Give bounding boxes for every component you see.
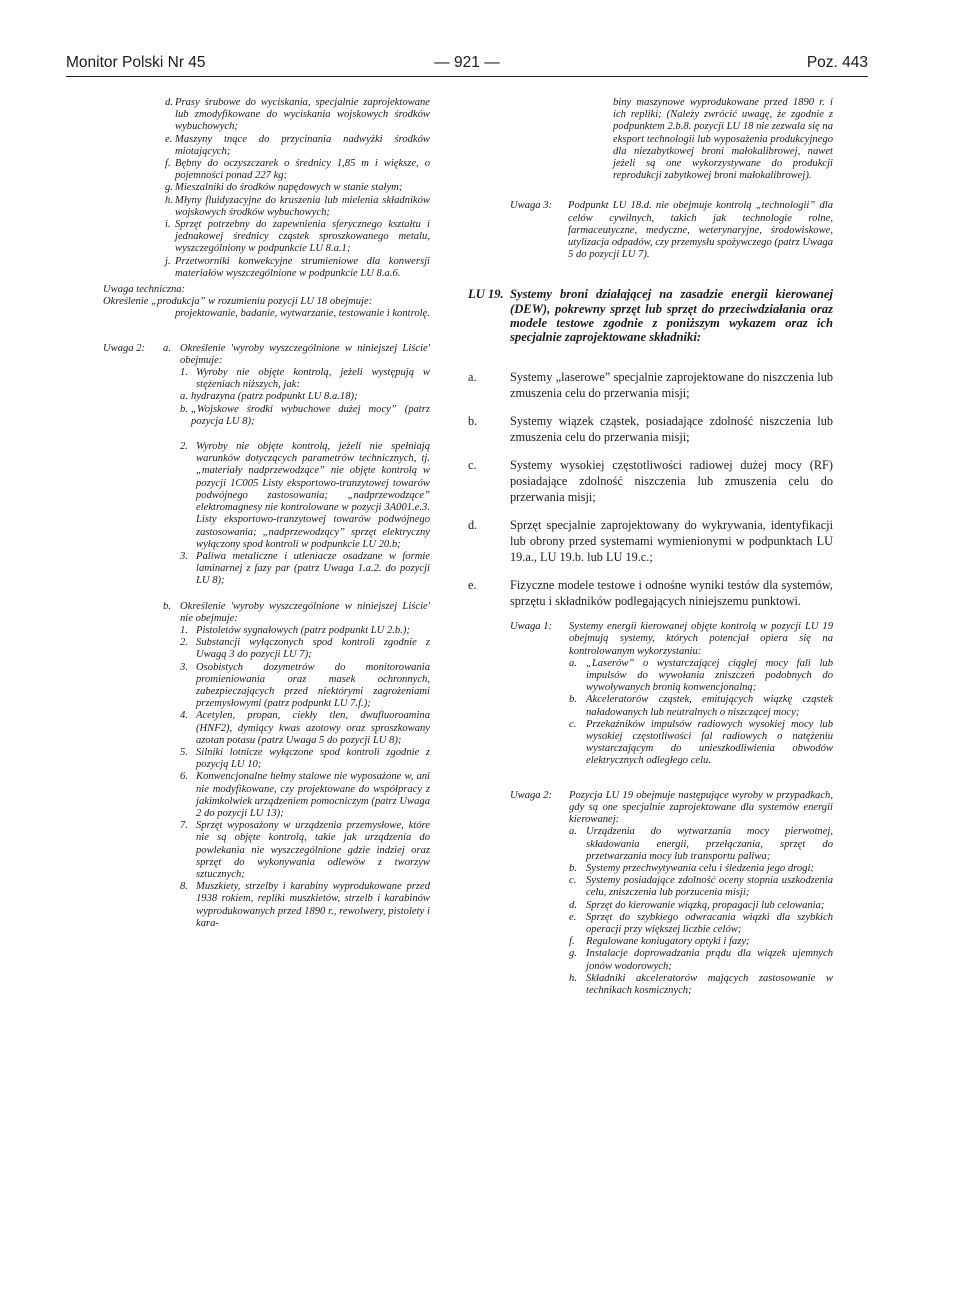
uwaga-3-label: Uwaga 3: bbox=[510, 200, 553, 212]
right-column bbox=[468, 97, 833, 997]
item-text: Silniki lotnicze wyłączone spod kontroli zgodnie z pozycją LU 10; bbox=[196, 746, 430, 771]
page-number: — 921 — bbox=[434, 54, 500, 71]
item-text: Określenie 'wyroby wyszczególnione w niniejszej Liście' nie obejmuje: bbox=[180, 600, 430, 624]
list-item bbox=[180, 662, 430, 711]
item-mark: 5. bbox=[180, 746, 188, 758]
item-text: Mieszalniki do środków napędowych w stanie stałym; bbox=[175, 182, 403, 194]
list-item bbox=[180, 391, 430, 403]
item-text: hydrazyna (patrz podpunkt LU 8.a.18); bbox=[191, 391, 358, 403]
item-mark: g. bbox=[165, 182, 173, 194]
list-item bbox=[468, 369, 833, 401]
item-text: Osobistych dozymetrów do monitorowania promieniowania oraz masek ochronnych, zabezpieczających przed niektórymi zagrożeniami przemysłowymi (patrz podpunkt LU 7.f.); bbox=[196, 661, 430, 710]
list-item bbox=[468, 413, 833, 445]
uwaga-1-label: Uwaga 1: bbox=[510, 621, 553, 633]
item-mark: 3. bbox=[180, 661, 188, 673]
item-text: Substancji wyłączonych spod kontroli zgodnie z Uwagą 3 do pozycji LU 7); bbox=[196, 637, 430, 661]
item-mark: b. bbox=[569, 694, 577, 706]
item-mark: 4. bbox=[180, 710, 188, 722]
list-item bbox=[569, 936, 833, 948]
item-text: Prasy śrubowe do wyciskania, specjalnie zaprojektowane lub zmodyfikowane do wyciskania wojskowych środków wybuchowych; bbox=[175, 97, 430, 133]
item-text: Systemy wysokiej częstotliwości radiowej dużej mocy (RF) posiadające zdolność niszczenia lub zmuszenia celu do przerwania misji; bbox=[510, 458, 833, 505]
tech-note-title: Uwaga techniczna: bbox=[103, 284, 186, 296]
item-text: Systemy „laserowe” specjalnie zaprojektowane do niszczenia lub zmuszenia celu do przerwania misji; bbox=[510, 370, 833, 401]
uwaga-2-label: Uwaga 2: bbox=[103, 342, 146, 354]
item-mark: b. bbox=[180, 403, 188, 415]
item-text: Określenie 'wyroby wyszczególnione w niniejszej Liście' obejmuje: bbox=[180, 342, 430, 366]
lu19-code: LU 19. bbox=[468, 287, 504, 302]
publication-title: Monitor Polski Nr 45 bbox=[66, 54, 206, 71]
item-mark: 1. bbox=[180, 624, 188, 636]
list-item bbox=[468, 577, 833, 609]
list-item bbox=[180, 820, 430, 881]
item-text: Instalacje doprowadzania prądu dla wiązek ujemnych jonów wodorowych; bbox=[586, 948, 833, 972]
item-text: „Laserów” o wystarczającej ciągłej mocy fali lub impulsów do wywołania zniszczeń podobnych do wywoływanych bronią konwencjonalną; bbox=[586, 657, 833, 694]
list-item bbox=[569, 948, 833, 972]
uwaga-3-block bbox=[468, 200, 833, 261]
list-item bbox=[569, 973, 833, 997]
item-text: Acetylen, propan, ciekły tlen, dwufluoroamina (HNF2), dymiący kwas azotowy oraz sproszkowany azotan potasu (patrz Uwaga 5 do pozycji LU 8); bbox=[196, 710, 430, 746]
uwaga-1-text: Systemy energii kierowanej objęte kontrolą w pozycji LU 19 obejmują systemy, których potencjał opiera się na kontrolowanym wykorzystaniu: bbox=[569, 621, 833, 657]
list-item bbox=[180, 747, 430, 771]
lu19-heading bbox=[468, 287, 833, 344]
list-item bbox=[569, 875, 833, 899]
item-mark: i. bbox=[165, 219, 171, 231]
item-mark: a. bbox=[569, 826, 577, 838]
item-text: Akceleratorów cząstek, emitujących wiązkę cząstek naładowanych lub neutralnych o niszczącej mocy; bbox=[586, 694, 833, 718]
item-text: Sprzęt specjalnie zaprojektowany do wykrywania, identyfikacji lub obrony przed systemami wymienionymi w podpunktach LU 19.a., LU 19.b. lub LU 19.c.; bbox=[510, 518, 833, 565]
list-item bbox=[569, 900, 833, 912]
item-text: Systemy przechwytywania celu i śledzenia jego drogi; bbox=[586, 862, 814, 874]
list-item bbox=[468, 457, 833, 505]
item-mark: e. bbox=[468, 578, 477, 593]
list-item bbox=[180, 367, 430, 391]
uwaga-2-right-block bbox=[468, 790, 833, 997]
list-item bbox=[180, 881, 430, 930]
item-text: Sprzęt potrzebny do zapewnienia sferycznego kształtu i jednakowej średnicy cząstek sproszkowanego metalu, wyszczególniony w podpunkcie LU 8.a.1; bbox=[175, 219, 430, 255]
list-item bbox=[569, 719, 833, 768]
item-text: Fizyczne modele testowe i odnośne wyniki testów dla systemów, sprzętu i składników podlegających niniejszemu punktowi. bbox=[510, 578, 833, 609]
item-text: Sprzęt wyposażony w urządzenia przemysłowe, które nie są objęte kontrolą, takie jak urządzenia do powlekania nie wyszczególnione gdzie indziej oraz sprzęt do wykonywania odlewów z tworzyw sztucznych; bbox=[196, 820, 430, 880]
item-text: Wyroby nie objęte kontrolą, jeżeli występują w stężeniach niższych, jak: bbox=[196, 367, 430, 391]
list-item bbox=[180, 637, 430, 661]
item-text: Maszyny tnące do przycinania nadwyżki środków miotających; bbox=[175, 133, 430, 157]
list-item bbox=[569, 863, 833, 875]
item-mark: 3. bbox=[180, 550, 188, 562]
continued-text: biny maszynowe wyprodukowane przed 1890 r. i ich repliki; (Należy zwrócić uwagę, że zgodnie z podpunktem 2.b.8. pozycji LU 18 nie zezwala się na eksport technologii lub wyposażenia produkcyjnego dla niezabytkowej broni małokalibrowej, nawet jeżeli są one wykorzystywane do produkcji reprodukcji zabytkowej broni małokalibrowej). bbox=[613, 97, 833, 182]
list-item bbox=[180, 441, 430, 551]
left-item-list bbox=[103, 97, 430, 280]
list-item bbox=[180, 551, 430, 588]
item-text: Sprzęt do szybkiego odwracania wiązki dla szybkich operacji przy większej liczbie celów; bbox=[586, 911, 833, 935]
item-mark: b. bbox=[163, 600, 171, 612]
item-mark: d. bbox=[569, 899, 577, 911]
item-text: Regulowane koniugatory optyki i fazy; bbox=[586, 936, 750, 948]
item-mark: h. bbox=[165, 194, 173, 206]
item-mark: 7. bbox=[180, 820, 188, 832]
page-header bbox=[66, 54, 868, 76]
list-item bbox=[569, 826, 833, 863]
uwaga-2-block bbox=[103, 343, 430, 930]
list-item bbox=[569, 912, 833, 936]
item-mark: 8. bbox=[180, 881, 188, 893]
uwaga-2-right-text: Pozycja LU 19 obejmuje następujące wyroby w przypadkach, gdy są one specjalnie zaprojektowane dla systemów energii kierowanej: bbox=[569, 789, 833, 826]
list-item bbox=[103, 256, 430, 280]
list-item bbox=[468, 517, 833, 565]
list-item bbox=[180, 404, 430, 428]
lu19-item-list bbox=[468, 369, 833, 609]
item-text: Przekaźników impulsów radiowych wysokiej mocy lub wysokiej częstotliwości fal radiowych o natężeniu wystarczającym do unieszkodliwienia obwodów elektrycznych odległego celu. bbox=[586, 718, 833, 767]
list-item bbox=[103, 158, 430, 182]
list-item bbox=[569, 658, 833, 695]
item-text: „Wojskowe środki wybuchowe dużej mocy” (patrz pozycja LU 8); bbox=[191, 403, 430, 427]
item-mark: e. bbox=[569, 911, 577, 923]
list-item bbox=[569, 694, 833, 718]
item-text: Bębny do oczyszczarek o średnicy 1,85 m i większe, o pojemności ponad 227 kg; bbox=[175, 158, 430, 182]
list-item bbox=[163, 601, 430, 625]
lu19-title: Systemy broni działającej na zasadzie energii kierowanej (DEW), pokrewny sprzęt lub sprzęt do przeciwdziałania oraz modele testowe zgodnie z poniższym wykazem oraz ich specjalnie zaprojektowane składniki: bbox=[510, 287, 833, 345]
list-item bbox=[103, 134, 430, 158]
tech-note-line: Określenie „produkcja” w rozumieniu pozycji LU 18 obejmuje: bbox=[103, 296, 373, 308]
item-text: Młyny fluidyzacyjne do kruszenia lub mielenia składników wojskowych środków wybuchowych; bbox=[175, 194, 430, 218]
item-text: Wyroby nie objęte kontrolą, jeżeli nie spełniają warunków dotyczących parametrów technicznych, tj. „materiały nadprzewodzące” nie objęte kontrolą w pozycji 1C005 Listy eksportowo-tranzytowej towarów podwójnego zastosowania; „nadprzewodzące” elektromagnesy nie kontrolowane w pozycji 3A001.e.3. Listy eksportowo-tranzytowej towarów podwójnego zastosowania; „nadprzewodzący” sprzęt elektryczny wyłączony spod kontroli w podpunkcie LU 20.b; bbox=[196, 441, 430, 550]
item-mark: f. bbox=[569, 936, 575, 948]
item-text: Konwencjonalne hełmy stalowe nie wyposażone w, ani nie modyfikowane, czy projektowane do współpracy z jakimkolwiek urządzeniem pomocniczym (patrz Uwaga 2 do pozycji LU 13); bbox=[196, 771, 430, 819]
list-item bbox=[103, 195, 430, 219]
item-mark: b. bbox=[468, 414, 478, 429]
item-text: Pistoletów sygnałowych (patrz podpunkt LU 2.b.); bbox=[196, 624, 410, 636]
item-mark: d. bbox=[468, 518, 478, 533]
item-text: Systemy posiadające zdolność oceny stopnia uszkodzenia celu, zniszczenia lub porzucenia misji; bbox=[586, 875, 833, 899]
uwaga-2-right-label: Uwaga 2: bbox=[510, 789, 553, 801]
uwaga-3-text: Podpunkt LU 18.d. nie obejmuje kontrolą „technologii” dla celów cywilnych, takich jak technologie rolne, farmaceutyczne, medyczne, weterynaryjne, środowiskowe, utylizacja odpadów, czy przemysłu spożywczego (patrz Uwaga 5 do pozycji LU 7). bbox=[568, 200, 833, 261]
list-item bbox=[180, 771, 430, 820]
item-text: Muszkiety, strzelby i karabiny wyprodukowane przed 1938 rokiem, repliki muszkietów, strzelb i karabinów wyprodukowanych przed 1890 r., rewolwery, pistolety i kara- bbox=[196, 881, 430, 929]
list-item bbox=[103, 97, 430, 134]
list-item bbox=[163, 343, 430, 367]
uwaga-1-block bbox=[468, 621, 833, 767]
item-mark: d. bbox=[165, 97, 173, 108]
item-mark: a. bbox=[569, 657, 577, 669]
item-text: Sprzęt do kierowanie wiązką, propagacji lub celowania; bbox=[586, 899, 825, 911]
item-mark: c. bbox=[569, 875, 577, 887]
left-column bbox=[103, 97, 430, 930]
item-mark: f. bbox=[165, 158, 171, 170]
list-item bbox=[180, 710, 430, 747]
tech-note-continuation: projektowanie, badanie, wytwarzanie, testowanie i kontrolę. bbox=[175, 308, 430, 320]
item-mark: 2. bbox=[180, 637, 188, 649]
item-mark: g. bbox=[569, 948, 577, 960]
item-text: Systemy wiązek cząstek, posiadające zdolność niszczenia lub zmuszenia celu do przerwania misji; bbox=[510, 414, 833, 445]
item-mark: c. bbox=[468, 458, 477, 473]
item-mark: c. bbox=[569, 718, 577, 730]
item-text: Przetworniki konwekcyjne strumieniowe dla konwersji materiałów wyszczególnione w podpunkcie LU 8.a.6. bbox=[175, 255, 430, 279]
item-mark: h. bbox=[569, 972, 577, 984]
item-mark: a. bbox=[163, 342, 171, 354]
item-mark: j. bbox=[165, 255, 171, 267]
item-mark: b. bbox=[569, 862, 577, 874]
item-mark: a. bbox=[468, 370, 477, 385]
item-mark: e. bbox=[165, 133, 173, 145]
position-number: Poz. 443 bbox=[806, 54, 868, 71]
item-mark: 1. bbox=[180, 367, 188, 379]
header-rule bbox=[66, 76, 868, 77]
item-mark: 2. bbox=[180, 441, 188, 453]
item-text: Składniki akceleratorów mających zastosowanie w technikach kosmicznych; bbox=[586, 972, 833, 996]
list-item bbox=[180, 625, 430, 637]
list-item bbox=[103, 182, 430, 194]
item-text: Paliwa metaliczne i utleniacze osadzane w formie laminarnej z fazy par (patrz Uwaga 1.a.2. do pozycji LU 8); bbox=[196, 550, 430, 587]
list-item bbox=[103, 219, 430, 256]
item-text: Urządzenia do wytwarzania mocy pierwotnej, składowania energii, przełączania, sprzęt do przetwarzania mocy lub transportu paliwa; bbox=[586, 826, 833, 862]
item-mark: 6. bbox=[180, 771, 188, 783]
item-mark: a. bbox=[180, 391, 188, 403]
